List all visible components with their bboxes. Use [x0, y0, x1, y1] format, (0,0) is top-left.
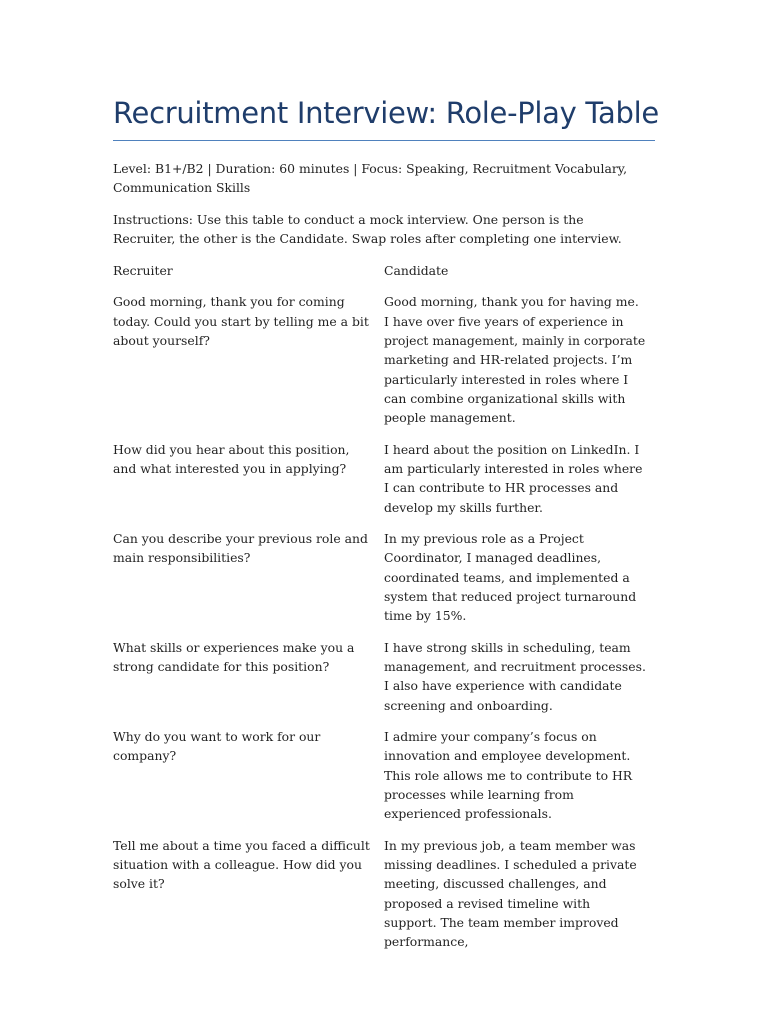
- recruiter-line: Good morning, thank you for coming today. Could you start by telling me a bit about yourself?: [113, 294, 369, 349]
- table-row: [113, 440, 655, 517]
- table-row: [113, 292, 655, 427]
- table-row: [113, 836, 655, 952]
- recruiter-line: Can you describe your previous role and main responsibilities?: [113, 531, 368, 566]
- candidate-line: Good morning, thank you for having me. I have over five years of experience in project management, mainly in corporate marketing and HR-related projects. I’m particularly interested in roles where I can combine organizational skills with people management.: [384, 294, 646, 426]
- table-row: [113, 727, 655, 823]
- recruiter-line: Tell me about a time you faced a difficult situation with a colleague. How did you solve it?: [113, 837, 370, 892]
- table-header-row: [113, 261, 655, 280]
- title-underline: [113, 140, 655, 141]
- candidate-line: I heard about the position on LinkedIn. I am particularly interested in roles where I can contribute to HR processes and develop my skills further.: [384, 441, 643, 515]
- candidate-line: In my previous role as a Project Coordinator, I managed deadlines, coordinated teams, and implemented a system that reduced project turnaround time by 15%.: [384, 531, 637, 624]
- recruiter-line: How did you hear about this position, and what interested you in applying?: [113, 441, 350, 477]
- role-play-table: [113, 261, 655, 964]
- recruiter-line: What skills or experiences make you a strong candidate for this position?: [113, 639, 355, 675]
- candidate-line: I have strong skills in scheduling, team management, and recruitment processes. I also have experience with candidate screening and onboarding.: [384, 639, 646, 713]
- candidate-line: In my previous job, a team member was missing deadlines. I scheduled a private meeting, discussed challenges, and proposed a revised timeline with support. The team member improved performance,: [384, 837, 637, 950]
- table-row: [113, 529, 655, 625]
- lesson-meta: Level: B1+/B2 | Duration: 60 minutes | Focus: Speaking, Recruitment Vocabulary, Communication Skills: [113, 161, 628, 196]
- candidate-line: I admire your company’s focus on innovation and employee development. This role allows me to contribute to HR processes while learning from experienced professionals.: [384, 729, 633, 822]
- document-title: Recruitment Interview: Role-Play Table: [113, 96, 659, 130]
- column-header-candidate: Candidate: [384, 263, 449, 278]
- instructions-paragraph: Instructions: Use this table to conduct a mock interview. One person is the Recruiter, the other is the Candidate. Swap roles after completing one interview.: [113, 212, 622, 247]
- table-row: [113, 638, 655, 715]
- column-header-recruiter: Recruiter: [113, 263, 173, 278]
- recruiter-line: Why do you want to work for our company?: [113, 729, 321, 764]
